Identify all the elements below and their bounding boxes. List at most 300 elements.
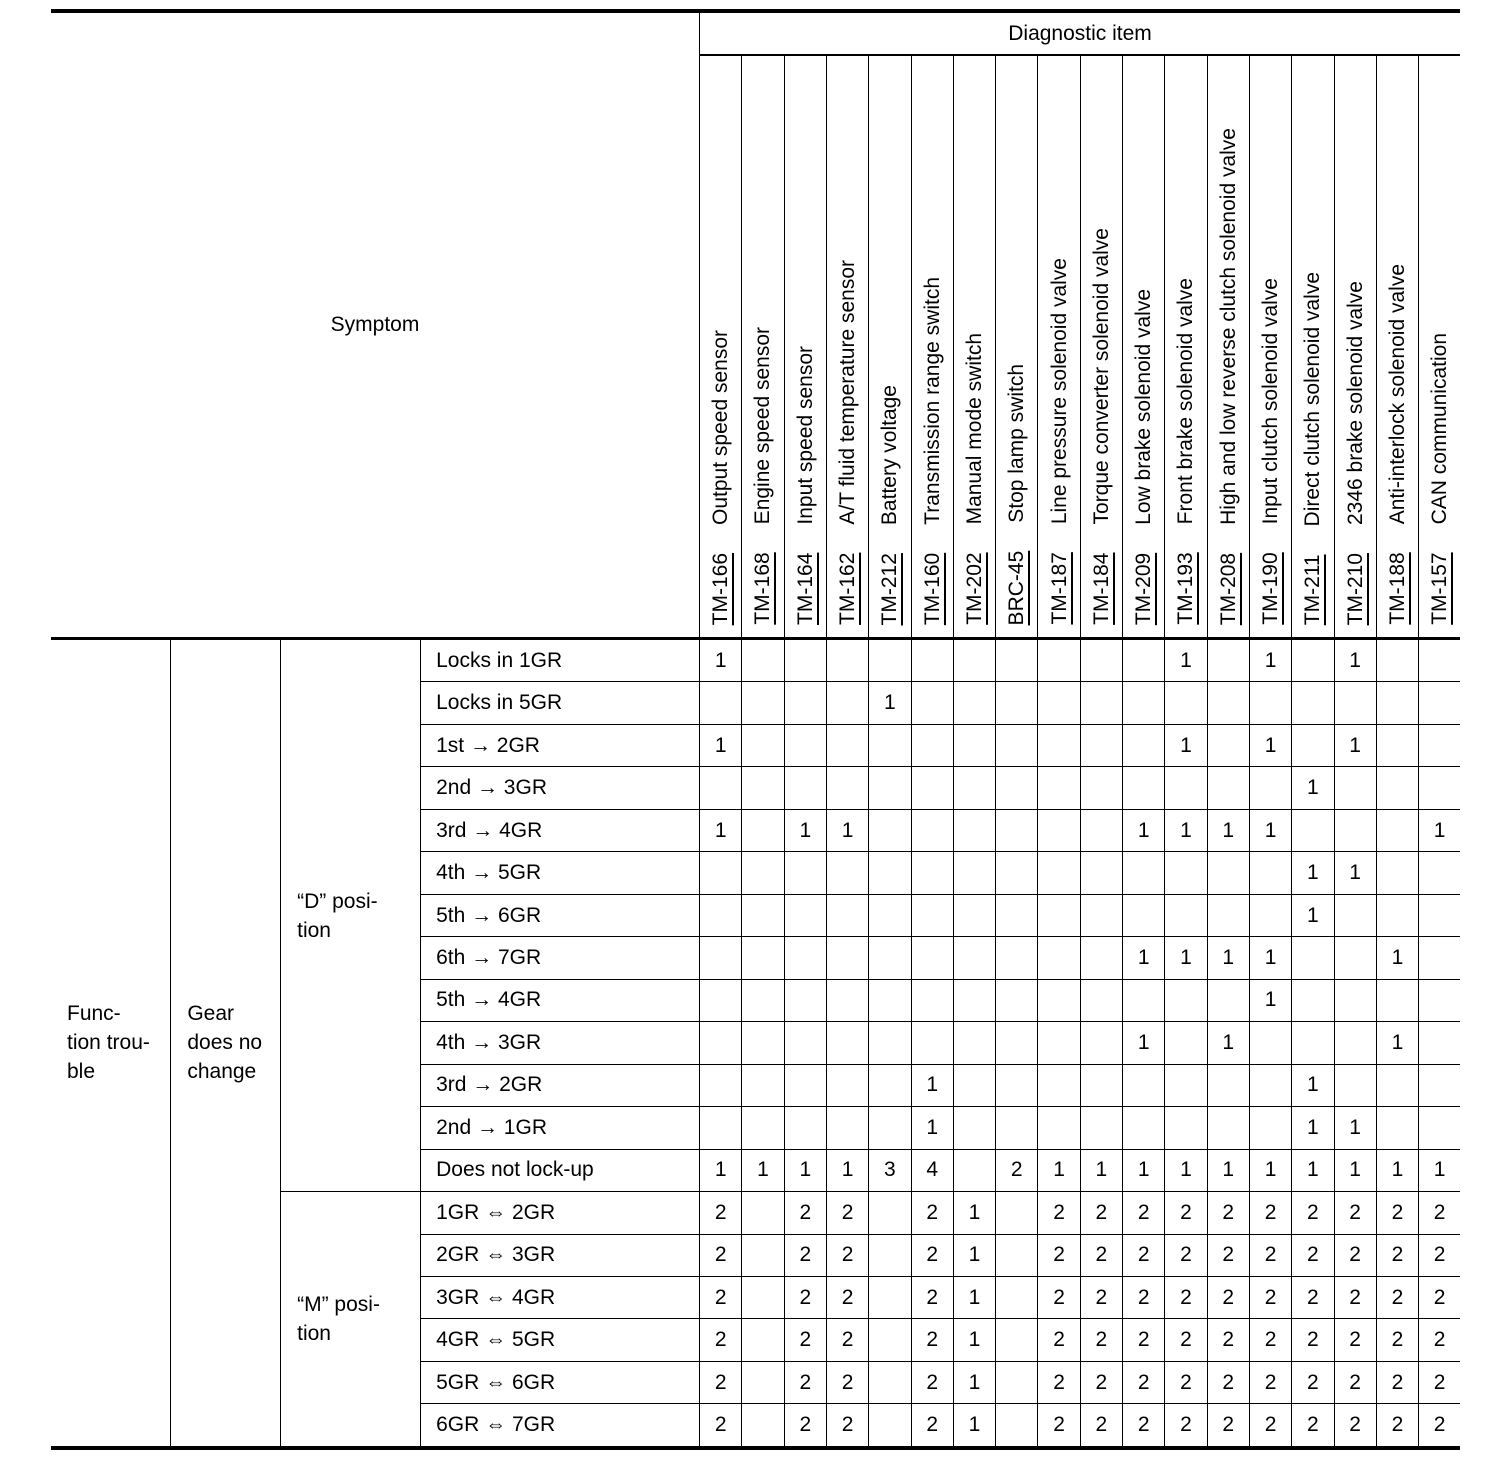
priority-cell bbox=[1376, 682, 1418, 724]
diagnostic-item-ref[interactable]: TM-162 bbox=[836, 552, 860, 625]
priority-cell bbox=[784, 724, 826, 766]
priority-cell: 2 bbox=[1165, 1234, 1207, 1276]
priority-cell bbox=[1038, 809, 1080, 851]
priority-cell: 1 bbox=[1249, 724, 1291, 766]
priority-cell bbox=[1080, 809, 1122, 851]
diagnostic-item-name: Battery voltage bbox=[878, 384, 902, 525]
priority-cell bbox=[742, 1107, 784, 1149]
priority-cell bbox=[953, 979, 995, 1021]
diagnostic-item-ref[interactable]: BRC-45 bbox=[1005, 550, 1029, 625]
priority-cell bbox=[1123, 852, 1165, 894]
priority-cell: 2 bbox=[784, 1404, 826, 1448]
priority-cell: 2 bbox=[826, 1361, 868, 1403]
priority-cell bbox=[1419, 852, 1460, 894]
priority-cell bbox=[1123, 1064, 1165, 1106]
diagnostic-item-header-cell bbox=[869, 55, 911, 638]
diagnostic-item-header-cell bbox=[1419, 55, 1460, 638]
symptom-row-label: 3GR ⇔ 4GR bbox=[421, 1277, 700, 1319]
priority-cell: 2 bbox=[1080, 1361, 1122, 1403]
priority-cell: 2 bbox=[784, 1234, 826, 1276]
diagnostic-item-header-cell bbox=[1376, 55, 1418, 638]
priority-cell bbox=[784, 1064, 826, 1106]
priority-cell: 2 bbox=[1419, 1319, 1460, 1361]
priority-cell bbox=[1038, 767, 1080, 809]
priority-cell: 2 bbox=[1165, 1192, 1207, 1234]
diagnostic-item-ref[interactable]: TM-160 bbox=[920, 552, 944, 625]
priority-cell bbox=[869, 1319, 911, 1361]
priority-cell bbox=[1038, 852, 1080, 894]
priority-cell: 1 bbox=[1249, 809, 1291, 851]
symptom-row-label: 2nd → 1GR bbox=[421, 1107, 700, 1149]
priority-cell bbox=[1038, 1064, 1080, 1106]
priority-cell: 3 bbox=[869, 1149, 911, 1191]
priority-cell bbox=[784, 1022, 826, 1064]
priority-cell bbox=[1123, 724, 1165, 766]
priority-cell: 2 bbox=[826, 1319, 868, 1361]
priority-cell: 2 bbox=[1334, 1192, 1376, 1234]
priority-cell bbox=[1038, 724, 1080, 766]
priority-cell: 1 bbox=[1207, 1149, 1249, 1191]
priority-cell: 1 bbox=[1123, 809, 1165, 851]
priority-cell: 2 bbox=[911, 1319, 953, 1361]
priority-cell bbox=[1376, 1107, 1418, 1149]
priority-cell bbox=[953, 852, 995, 894]
priority-cell: 2 bbox=[1207, 1192, 1249, 1234]
priority-cell bbox=[826, 979, 868, 1021]
priority-cell bbox=[1419, 1022, 1460, 1064]
priority-cell: 1 bbox=[1334, 852, 1376, 894]
priority-cell: 2 bbox=[1249, 1277, 1291, 1319]
priority-cell bbox=[869, 1107, 911, 1149]
priority-cell: 2 bbox=[1292, 1319, 1334, 1361]
priority-cell bbox=[911, 638, 953, 681]
priority-cell: 1 bbox=[1376, 1022, 1418, 1064]
priority-cell bbox=[1207, 852, 1249, 894]
priority-cell: 1 bbox=[1123, 1149, 1165, 1191]
symptom-row-label: 3rd → 4GR bbox=[421, 809, 700, 851]
priority-cell: 1 bbox=[1419, 809, 1460, 851]
priority-cell bbox=[1292, 682, 1334, 724]
priority-cell: 1 bbox=[1207, 809, 1249, 851]
symptom-subcategory: Gear does no change bbox=[171, 638, 281, 1448]
diagnostic-item-ref[interactable]: TM-187 bbox=[1047, 552, 1071, 625]
priority-cell bbox=[869, 937, 911, 979]
priority-cell: 1 bbox=[953, 1234, 995, 1276]
priority-cell: 2 bbox=[700, 1192, 742, 1234]
priority-cell: 2 bbox=[784, 1277, 826, 1319]
priority-cell bbox=[1334, 1022, 1376, 1064]
priority-cell: 2 bbox=[1376, 1361, 1418, 1403]
diagnostic-item-ref[interactable]: TM-184 bbox=[1089, 552, 1113, 625]
priority-cell: 1 bbox=[953, 1319, 995, 1361]
priority-cell bbox=[1038, 894, 1080, 936]
priority-cell bbox=[1207, 894, 1249, 936]
priority-cell bbox=[1038, 937, 1080, 979]
priority-cell bbox=[700, 937, 742, 979]
priority-cell bbox=[996, 1234, 1038, 1276]
priority-cell bbox=[826, 894, 868, 936]
priority-cell: 2 bbox=[1038, 1234, 1080, 1276]
priority-cell bbox=[869, 809, 911, 851]
priority-cell: 2 bbox=[1080, 1404, 1122, 1448]
priority-cell bbox=[869, 1404, 911, 1448]
priority-cell: 2 bbox=[911, 1234, 953, 1276]
priority-cell bbox=[996, 767, 1038, 809]
priority-cell: 1 bbox=[1249, 979, 1291, 1021]
priority-cell bbox=[996, 809, 1038, 851]
priority-cell: 1 bbox=[1376, 1149, 1418, 1191]
priority-cell bbox=[911, 937, 953, 979]
diagnostic-item-ref[interactable]: TM-188 bbox=[1385, 552, 1409, 625]
priority-cell bbox=[996, 1277, 1038, 1319]
priority-cell bbox=[1334, 979, 1376, 1021]
diagnostic-item-ref[interactable]: TM-202 bbox=[962, 552, 986, 625]
priority-cell: 2 bbox=[1292, 1404, 1334, 1448]
priority-cell bbox=[700, 1107, 742, 1149]
priority-cell bbox=[784, 1107, 826, 1149]
priority-cell: 2 bbox=[1249, 1361, 1291, 1403]
diagnostic-item-name: Low brake solenoid valve bbox=[1132, 288, 1156, 525]
priority-cell: 2 bbox=[1123, 1192, 1165, 1234]
diagnostic-item-name: Front brake solenoid valve bbox=[1174, 278, 1198, 525]
priority-cell bbox=[1292, 1022, 1334, 1064]
priority-cell: 2 bbox=[1165, 1361, 1207, 1403]
priority-cell bbox=[1207, 979, 1249, 1021]
priority-cell: 1 bbox=[1334, 1107, 1376, 1149]
priority-cell: 2 bbox=[700, 1361, 742, 1403]
priority-cell bbox=[700, 1022, 742, 1064]
priority-cell bbox=[784, 767, 826, 809]
priority-cell bbox=[1038, 638, 1080, 681]
priority-cell: 1 bbox=[1165, 937, 1207, 979]
priority-cell bbox=[1249, 682, 1291, 724]
priority-cell bbox=[742, 809, 784, 851]
priority-cell bbox=[1292, 937, 1334, 979]
priority-cell bbox=[869, 1064, 911, 1106]
priority-cell: 1 bbox=[1207, 1022, 1249, 1064]
shift-position: “D” posi- tion bbox=[281, 638, 421, 1191]
priority-cell bbox=[996, 724, 1038, 766]
priority-cell bbox=[1165, 1107, 1207, 1149]
priority-cell: 2 bbox=[700, 1234, 742, 1276]
diagnostic-item-header-cell bbox=[1080, 55, 1122, 638]
priority-cell: 1 bbox=[1334, 1149, 1376, 1191]
priority-cell bbox=[911, 767, 953, 809]
priority-cell bbox=[1419, 1107, 1460, 1149]
priority-cell bbox=[742, 979, 784, 1021]
priority-cell bbox=[953, 1149, 995, 1191]
diagnostic-item-name: Input speed sensor bbox=[793, 345, 817, 525]
priority-cell: 1 bbox=[784, 1149, 826, 1191]
priority-cell: 2 bbox=[1080, 1277, 1122, 1319]
priority-cell: 1 bbox=[1292, 1149, 1334, 1191]
priority-cell: 2 bbox=[911, 1404, 953, 1448]
priority-cell bbox=[742, 937, 784, 979]
symptom-category: Func- tion trou- ble bbox=[51, 638, 171, 1448]
priority-cell bbox=[1292, 638, 1334, 681]
priority-cell bbox=[784, 979, 826, 1021]
diagnostic-item-header-cell bbox=[1292, 55, 1334, 638]
priority-cell: 2 bbox=[1249, 1234, 1291, 1276]
diagnostic-item-header-cell bbox=[700, 55, 742, 638]
priority-cell bbox=[1249, 767, 1291, 809]
diagnostic-item-name: Line pressure solenoid valve bbox=[1047, 258, 1071, 525]
diagnostic-item-name: Output speed sensor bbox=[709, 329, 733, 525]
priority-cell bbox=[1334, 1064, 1376, 1106]
symptom-row-label: 4th → 5GR bbox=[421, 852, 700, 894]
priority-cell bbox=[1334, 809, 1376, 851]
priority-cell: 2 bbox=[1292, 1234, 1334, 1276]
priority-cell: 2 bbox=[1038, 1361, 1080, 1403]
priority-cell: 1 bbox=[1292, 1064, 1334, 1106]
priority-cell bbox=[996, 1022, 1038, 1064]
priority-cell bbox=[953, 1022, 995, 1064]
priority-cell: 1 bbox=[1123, 1022, 1165, 1064]
priority-cell: 2 bbox=[1080, 1234, 1122, 1276]
symptom-row-label: 2nd → 3GR bbox=[421, 767, 700, 809]
priority-cell: 2 bbox=[1334, 1319, 1376, 1361]
diagnostic-item-header-cell bbox=[996, 55, 1038, 638]
priority-cell: 1 bbox=[1080, 1149, 1122, 1191]
priority-cell: 2 bbox=[1207, 1404, 1249, 1448]
priority-cell: 2 bbox=[1249, 1319, 1291, 1361]
diagnostic-item-ref[interactable]: TM-211 bbox=[1301, 554, 1325, 625]
priority-cell bbox=[911, 852, 953, 894]
priority-cell bbox=[953, 638, 995, 681]
priority-cell bbox=[1376, 767, 1418, 809]
priority-cell: 1 bbox=[1249, 937, 1291, 979]
priority-cell bbox=[1123, 1107, 1165, 1149]
diagnostic-item-ref[interactable]: TM-164 bbox=[793, 552, 817, 625]
priority-cell bbox=[742, 1361, 784, 1403]
symptom-row-label: 1GR ⇔ 2GR bbox=[421, 1192, 700, 1234]
priority-cell bbox=[784, 682, 826, 724]
priority-cell bbox=[911, 809, 953, 851]
priority-cell bbox=[1419, 682, 1460, 724]
priority-cell bbox=[1165, 979, 1207, 1021]
symptom-row-label: 5th → 6GR bbox=[421, 894, 700, 936]
table-row bbox=[51, 638, 1460, 681]
priority-cell bbox=[996, 894, 1038, 936]
diagnostic-item-header-cell bbox=[1038, 55, 1080, 638]
priority-cell bbox=[1038, 979, 1080, 1021]
priority-cell bbox=[1376, 638, 1418, 681]
priority-cell: 2 bbox=[1376, 1234, 1418, 1276]
priority-cell: 2 bbox=[1419, 1192, 1460, 1234]
priority-cell bbox=[1165, 1064, 1207, 1106]
diagnostic-item-ref[interactable]: TM-157 bbox=[1428, 552, 1452, 625]
diagnostic-item-ref[interactable]: TM-208 bbox=[1216, 552, 1240, 625]
priority-cell bbox=[869, 979, 911, 1021]
diagnostic-item-name: Torque converter solenoid valve bbox=[1089, 228, 1113, 525]
diagnostic-item-header-cell bbox=[742, 55, 784, 638]
priority-cell bbox=[742, 1192, 784, 1234]
diagnostic-item-ref[interactable]: TM-190 bbox=[1259, 552, 1283, 625]
priority-cell: 2 bbox=[1249, 1192, 1291, 1234]
priority-cell: 2 bbox=[1334, 1234, 1376, 1276]
priority-cell: 2 bbox=[1249, 1404, 1291, 1448]
priority-cell bbox=[826, 638, 868, 681]
priority-cell: 1 bbox=[953, 1404, 995, 1448]
priority-cell: 2 bbox=[1419, 1277, 1460, 1319]
priority-cell: 2 bbox=[1123, 1319, 1165, 1361]
priority-cell: 2 bbox=[826, 1234, 868, 1276]
priority-cell bbox=[826, 937, 868, 979]
priority-cell: 1 bbox=[700, 809, 742, 851]
symptom-row-label: 5GR ⇔ 6GR bbox=[421, 1361, 700, 1403]
priority-cell: 2 bbox=[1207, 1277, 1249, 1319]
priority-cell: 2 bbox=[700, 1404, 742, 1448]
priority-cell: 2 bbox=[700, 1277, 742, 1319]
priority-cell: 2 bbox=[784, 1361, 826, 1403]
priority-cell bbox=[1376, 809, 1418, 851]
priority-cell: 2 bbox=[1038, 1277, 1080, 1319]
priority-cell bbox=[996, 638, 1038, 681]
priority-cell bbox=[1207, 1064, 1249, 1106]
priority-cell bbox=[1419, 937, 1460, 979]
priority-cell: 2 bbox=[1419, 1404, 1460, 1448]
priority-cell bbox=[742, 852, 784, 894]
priority-cell: 1 bbox=[953, 1192, 995, 1234]
priority-cell: 1 bbox=[1165, 638, 1207, 681]
diagnostic-item-ref[interactable]: TM-210 bbox=[1343, 552, 1367, 625]
priority-cell: 1 bbox=[911, 1064, 953, 1106]
priority-cell: 1 bbox=[1165, 1149, 1207, 1191]
priority-cell bbox=[996, 1064, 1038, 1106]
priority-cell bbox=[1249, 852, 1291, 894]
priority-cell bbox=[1080, 767, 1122, 809]
priority-cell: 2 bbox=[1080, 1319, 1122, 1361]
priority-cell bbox=[742, 1277, 784, 1319]
diagnostic-item-name: Manual mode switch bbox=[962, 333, 986, 525]
priority-cell bbox=[742, 724, 784, 766]
priority-cell bbox=[784, 894, 826, 936]
priority-cell bbox=[869, 1361, 911, 1403]
priority-cell: 2 bbox=[996, 1149, 1038, 1191]
priority-cell: 2 bbox=[1165, 1319, 1207, 1361]
priority-cell bbox=[996, 1192, 1038, 1234]
priority-cell bbox=[953, 809, 995, 851]
priority-cell bbox=[784, 638, 826, 681]
priority-cell: 2 bbox=[1080, 1192, 1122, 1234]
priority-cell bbox=[1376, 894, 1418, 936]
priority-cell: 1 bbox=[1376, 937, 1418, 979]
priority-cell: 2 bbox=[1292, 1277, 1334, 1319]
diagnostic-item-ref[interactable]: TM-168 bbox=[751, 552, 775, 625]
diagnostic-item-header-cell bbox=[826, 55, 868, 638]
priority-cell bbox=[826, 682, 868, 724]
diagnostic-item-name: Anti-interlock solenoid valve bbox=[1385, 264, 1409, 525]
diagnostic-item-ref[interactable]: TM-166 bbox=[709, 552, 733, 625]
priority-cell bbox=[784, 852, 826, 894]
priority-cell: 4 bbox=[911, 1149, 953, 1191]
priority-cell bbox=[1292, 809, 1334, 851]
priority-cell: 1 bbox=[700, 638, 742, 681]
priority-cell: 1 bbox=[1419, 1149, 1460, 1191]
priority-cell bbox=[742, 638, 784, 681]
priority-cell bbox=[1080, 1107, 1122, 1149]
priority-cell bbox=[1334, 682, 1376, 724]
priority-cell bbox=[1419, 638, 1460, 681]
diagnostic-table bbox=[51, 9, 1460, 1450]
priority-cell: 2 bbox=[826, 1192, 868, 1234]
priority-cell: 2 bbox=[1334, 1361, 1376, 1403]
priority-cell bbox=[1207, 1107, 1249, 1149]
diagnostic-item-header-cell bbox=[1334, 55, 1376, 638]
priority-cell bbox=[996, 979, 1038, 1021]
diagnostic-item-header-cell bbox=[1123, 55, 1165, 638]
priority-cell bbox=[1123, 682, 1165, 724]
priority-cell: 2 bbox=[1038, 1192, 1080, 1234]
diagnostic-item-name: High and low reverse clutch solenoid valve bbox=[1216, 127, 1240, 525]
priority-cell: 1 bbox=[1292, 852, 1334, 894]
priority-cell: 1 bbox=[700, 1149, 742, 1191]
priority-cell bbox=[1080, 1064, 1122, 1106]
priority-cell bbox=[953, 724, 995, 766]
priority-cell bbox=[1080, 979, 1122, 1021]
priority-cell: 2 bbox=[1376, 1404, 1418, 1448]
priority-cell bbox=[953, 682, 995, 724]
priority-cell: 1 bbox=[1123, 937, 1165, 979]
priority-cell bbox=[1376, 1064, 1418, 1106]
header-row-top bbox=[51, 11, 1460, 55]
priority-cell: 1 bbox=[826, 1149, 868, 1191]
priority-cell bbox=[1165, 682, 1207, 724]
priority-cell bbox=[1419, 724, 1460, 766]
priority-cell bbox=[1376, 724, 1418, 766]
priority-cell bbox=[1376, 979, 1418, 1021]
priority-cell: 2 bbox=[911, 1192, 953, 1234]
priority-cell bbox=[869, 767, 911, 809]
priority-cell: 1 bbox=[1038, 1149, 1080, 1191]
diagnostic-item-ref[interactable]: TM-193 bbox=[1174, 552, 1198, 625]
priority-cell bbox=[1165, 1022, 1207, 1064]
diagnostic-item-ref[interactable]: TM-209 bbox=[1132, 552, 1156, 625]
priority-cell: 1 bbox=[784, 809, 826, 851]
diagnostic-item-name: Input clutch solenoid valve bbox=[1259, 278, 1283, 525]
priority-cell bbox=[826, 1107, 868, 1149]
symptom-row-label: 4th → 3GR bbox=[421, 1022, 700, 1064]
priority-cell bbox=[1249, 1064, 1291, 1106]
priority-cell bbox=[826, 1064, 868, 1106]
priority-cell bbox=[742, 682, 784, 724]
priority-cell: 2 bbox=[1207, 1234, 1249, 1276]
priority-cell: 2 bbox=[784, 1319, 826, 1361]
priority-cell bbox=[1334, 937, 1376, 979]
priority-cell bbox=[996, 682, 1038, 724]
priority-cell bbox=[996, 852, 1038, 894]
priority-cell: 2 bbox=[1376, 1319, 1418, 1361]
priority-cell bbox=[1165, 767, 1207, 809]
priority-cell bbox=[1123, 767, 1165, 809]
priority-cell bbox=[1080, 682, 1122, 724]
priority-cell bbox=[911, 682, 953, 724]
diagnostic-item-ref[interactable]: TM-212 bbox=[878, 552, 902, 625]
priority-cell bbox=[1080, 724, 1122, 766]
priority-cell bbox=[1419, 1064, 1460, 1106]
priority-cell: 1 bbox=[953, 1277, 995, 1319]
priority-cell bbox=[1123, 979, 1165, 1021]
priority-cell bbox=[742, 1404, 784, 1448]
priority-cell bbox=[1080, 1022, 1122, 1064]
priority-cell bbox=[1207, 682, 1249, 724]
priority-cell bbox=[1038, 682, 1080, 724]
priority-cell: 2 bbox=[1207, 1361, 1249, 1403]
priority-cell: 1 bbox=[1292, 1107, 1334, 1149]
priority-cell bbox=[1080, 894, 1122, 936]
diagnostic-item-header-cell bbox=[953, 55, 995, 638]
diagnostic-item-name: 2346 brake solenoid valve bbox=[1343, 280, 1367, 525]
